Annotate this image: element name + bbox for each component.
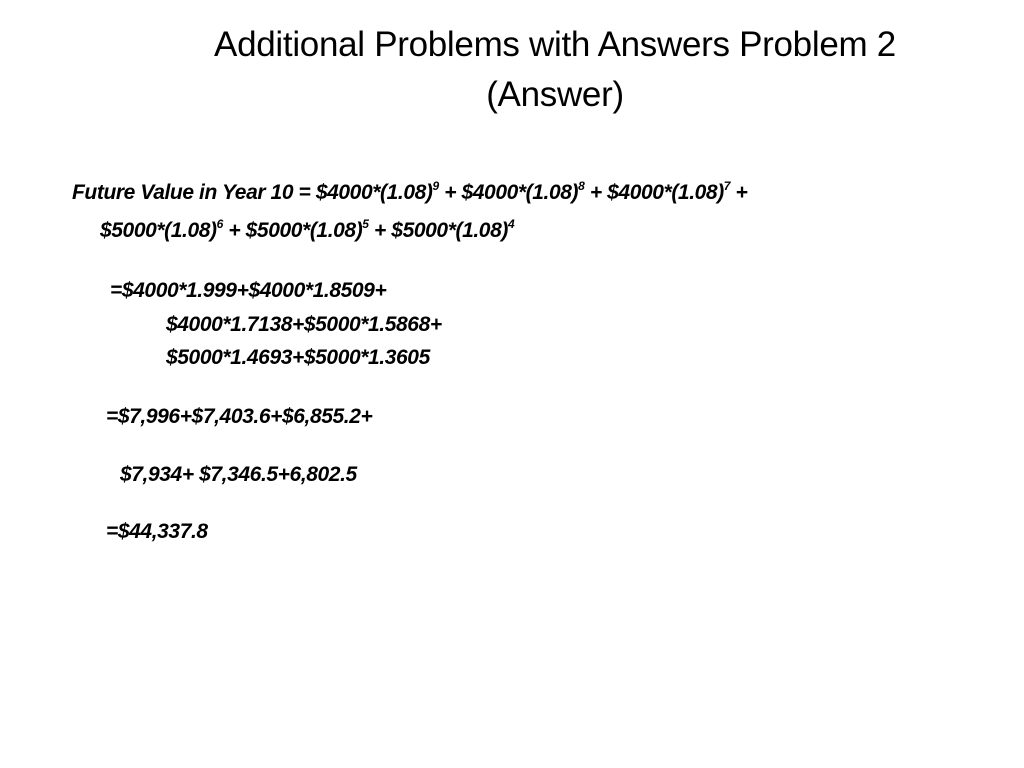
slide-title-line-1: Additional Problems with Answers Problem 2 (214, 25, 896, 64)
fv-line2-exponent-2: 5 (362, 217, 369, 231)
fv-line2-exponent-3: 4 (507, 217, 515, 231)
fv-line2-prefix: $5000*(1.08) (100, 219, 217, 242)
fv-line1-mid-2: + $4000*(1.08) (584, 181, 724, 204)
fv-line1-prefix: Future Value in Year 10 = $4000*(1.08) (72, 181, 433, 204)
step2-line-1: =$7,996+$7,403.6+$6,855.2+ (106, 405, 373, 428)
fv-line2-mid-1: + $5000*(1.08) (222, 219, 363, 242)
step2-line-2: $7,934+ $7,346.5+6,802.5 (120, 463, 357, 486)
fv-line2-exponent-1: 6 (216, 217, 223, 231)
step1-line-3: $5000*1.4693+$5000*1.3605 (166, 346, 430, 369)
slide-title-line-2: (Answer) (486, 75, 624, 114)
step1-line-2: $4000*1.7138+$5000*1.5868+ (166, 313, 442, 336)
future-value-formula-line-1 (72, 179, 747, 207)
step1-line-1: =$4000*1.999+$4000*1.8509+ (110, 279, 387, 302)
fv-line1-exponent-3: 7 (723, 179, 731, 193)
fv-line1-mid-1: + $4000*(1.08) (438, 181, 579, 204)
final-result: =$44,337.8 (106, 520, 208, 543)
fv-line1-suffix: + (730, 181, 748, 204)
fv-line1-exponent-2: 8 (578, 179, 585, 193)
future-value-formula-line-2 (100, 217, 514, 245)
fv-line1-exponent-1: 9 (432, 179, 439, 193)
fv-line2-mid-2: + $5000*(1.08) (368, 219, 508, 242)
